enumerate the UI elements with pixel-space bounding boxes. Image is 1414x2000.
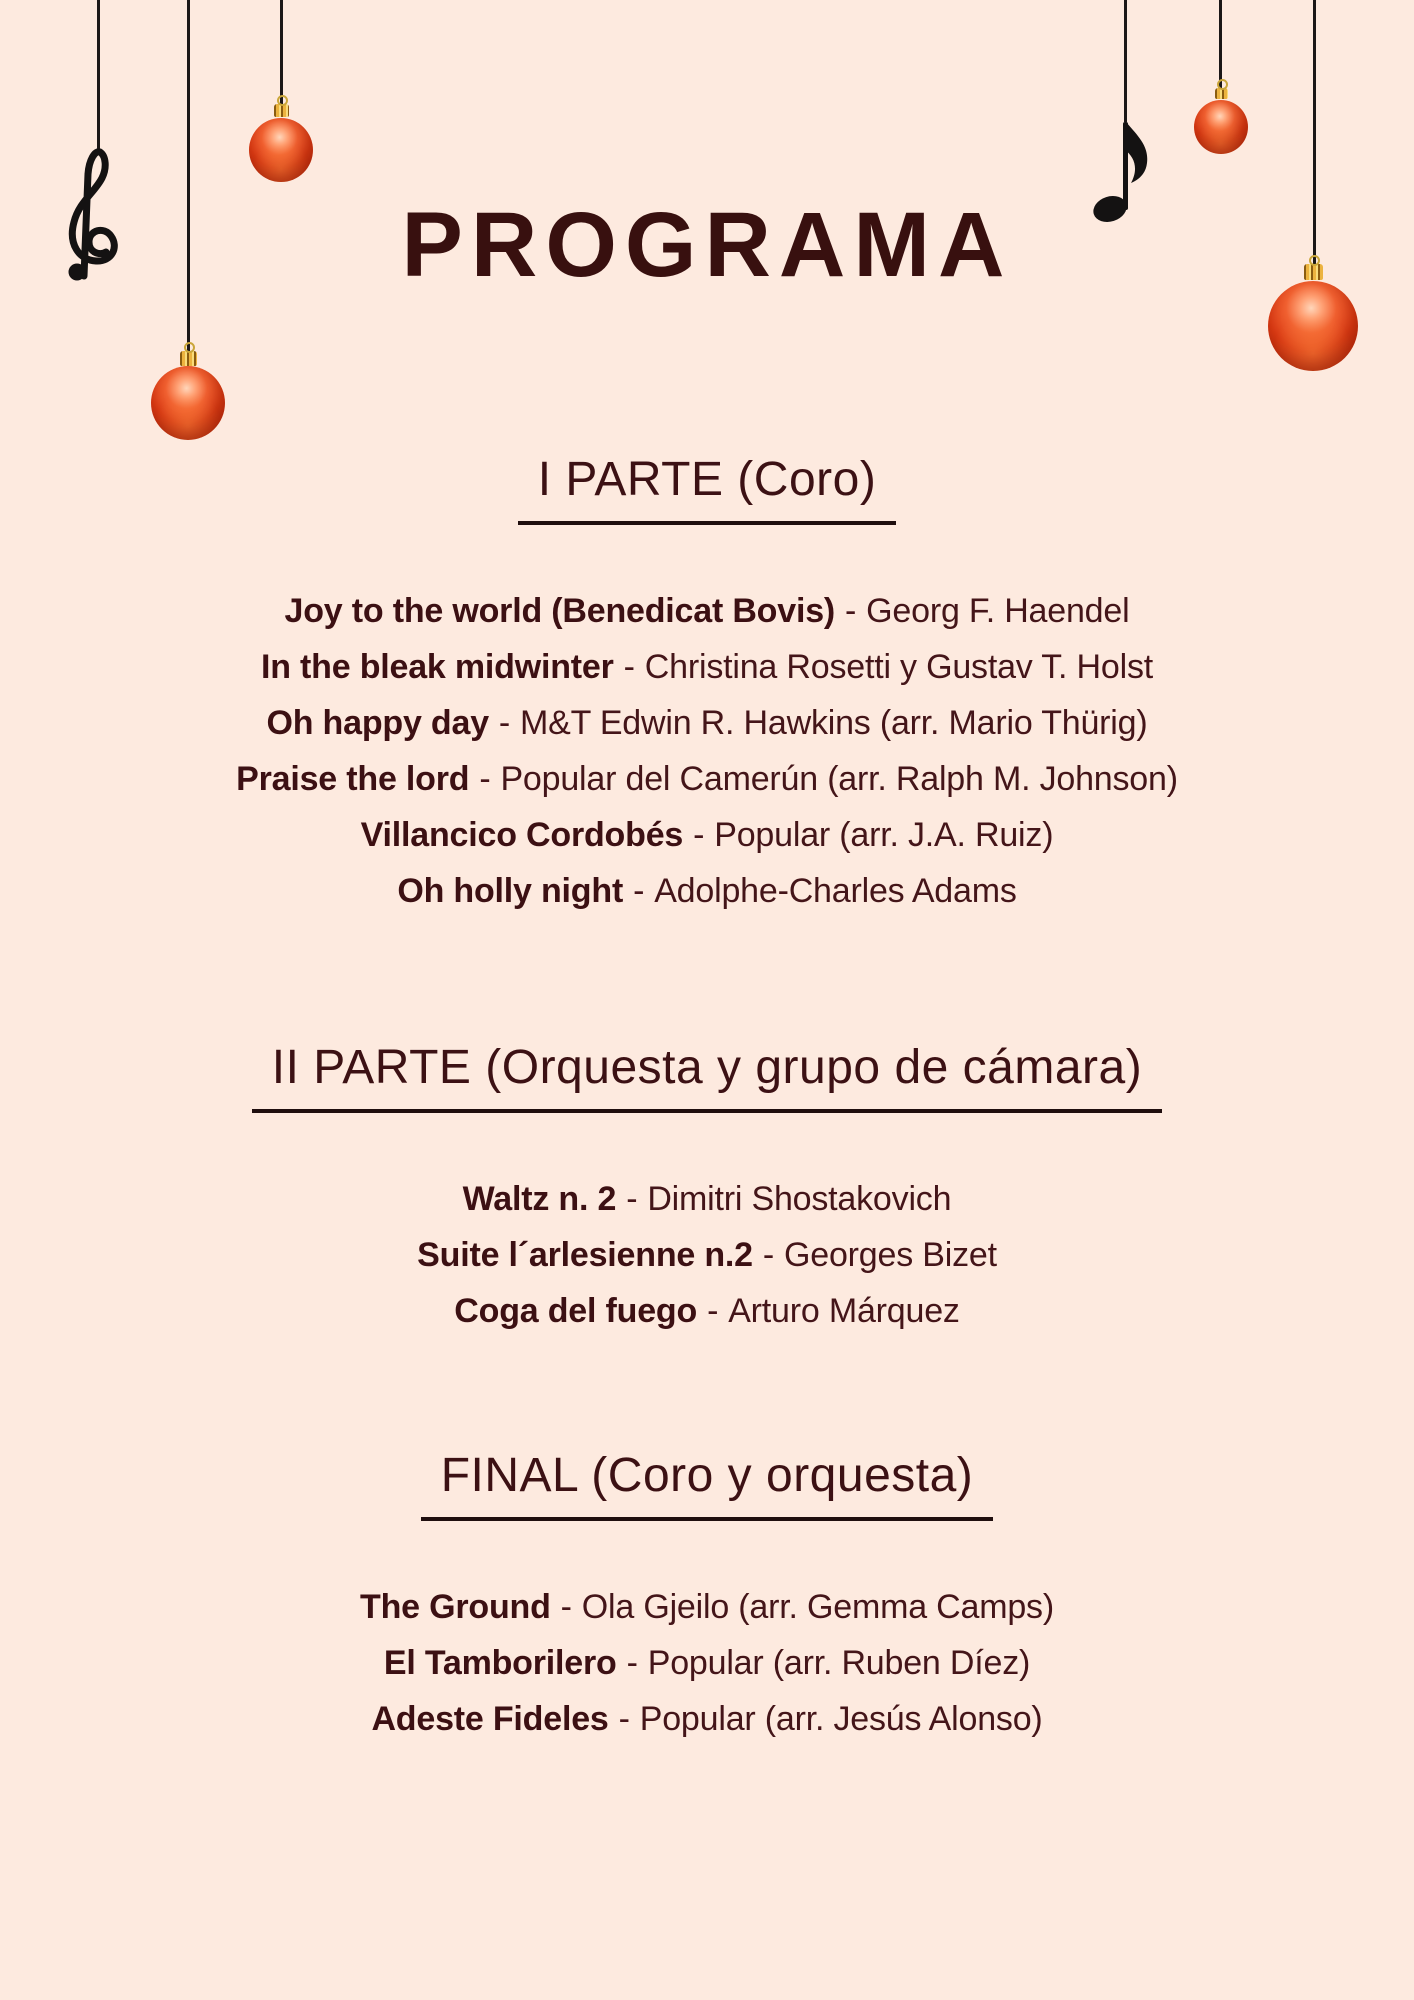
song-item [0, 1283, 1414, 1339]
song-separator: - [707, 1292, 719, 1330]
ornament-string [187, 0, 190, 352]
song-author: Christina Rosetti y Gustav T. Holst [644, 648, 1153, 686]
song-separator: - [560, 1588, 572, 1626]
song-item [0, 1635, 1414, 1691]
song-item [0, 583, 1414, 639]
page-title: PROGRAMA [401, 194, 1013, 296]
song-list [0, 1171, 1414, 1339]
song-title: The Ground [360, 1588, 551, 1626]
song-separator: - [479, 760, 491, 798]
song-item [0, 1227, 1414, 1283]
song-author: Ola Gjeilo (arr. Gemma Camps) [581, 1588, 1054, 1626]
ornament-string [280, 0, 283, 104]
song-item [0, 1691, 1414, 1747]
ornament-string [1124, 0, 1127, 122]
song-author: Adolphe-Charles Adams [654, 872, 1017, 910]
section-heading: FINAL (Coro y orquesta) [0, 1448, 1414, 1521]
song-item [0, 751, 1414, 807]
bauble-cap [274, 104, 289, 117]
song-separator: - [626, 1180, 638, 1218]
song-title: Adeste Fideles [371, 1700, 609, 1738]
song-author: Dimitri Shostakovich [647, 1180, 952, 1218]
bauble-ball [1194, 100, 1248, 154]
song-title: In the bleak midwinter [260, 648, 614, 686]
song-author: Popular (arr. Jesús Alonso) [639, 1700, 1043, 1738]
ornament-string [97, 0, 100, 152]
bauble-cap [180, 351, 197, 366]
song-item [0, 1171, 1414, 1227]
song-author: M&T Edwin R. Hawkins (arr. Mario Thürig) [520, 704, 1148, 742]
song-separator: - [762, 1236, 774, 1274]
christmas-bauble-icon [249, 118, 313, 182]
song-separator: - [633, 872, 645, 910]
song-author: Georg F. Haendel [866, 592, 1130, 630]
song-separator: - [623, 648, 635, 686]
song-title: Waltz n. 2 [462, 1180, 617, 1218]
bauble-cap [1215, 88, 1228, 99]
section-part-1 [0, 452, 1414, 919]
song-item [0, 807, 1414, 863]
song-title: Oh holly night [397, 872, 624, 910]
song-title: Oh happy day [266, 704, 489, 742]
section-heading: I PARTE (Coro) [0, 452, 1414, 525]
song-separator: - [845, 592, 857, 630]
song-separator: - [626, 1644, 638, 1682]
section-heading: II PARTE (Orquesta y grupo de cámara) [0, 1040, 1414, 1113]
song-item [0, 639, 1414, 695]
song-separator: - [693, 816, 705, 854]
song-title: Coga del fuego [454, 1292, 698, 1330]
song-title: Joy to the world (Benedicat Bovis) [284, 592, 836, 630]
song-separator: - [498, 704, 511, 742]
song-list [0, 1579, 1414, 1747]
song-title: El Tamborilero [383, 1644, 617, 1682]
song-author: Georges Bizet [784, 1236, 997, 1274]
song-author: Popular (arr. Ruben Díez) [647, 1644, 1031, 1682]
song-item [0, 863, 1414, 919]
song-list [0, 583, 1414, 919]
song-title: Praise the lord [236, 760, 470, 798]
song-item [0, 695, 1414, 751]
song-author: Popular (arr. J.A. Ruiz) [714, 816, 1054, 854]
song-item [0, 1579, 1414, 1635]
section-part-2 [0, 1040, 1414, 1339]
song-title: Villancico Cordobés [360, 816, 684, 854]
song-author: Popular del Camerún (arr. Ralph M. Johnson) [500, 760, 1178, 798]
song-separator: - [618, 1700, 630, 1738]
ornament-string [1219, 0, 1222, 90]
bauble-ball [249, 118, 313, 182]
section-final [0, 1448, 1414, 1747]
christmas-bauble-icon [1194, 100, 1248, 154]
christmas-bauble-icon [151, 366, 225, 440]
song-author: Arturo Márquez [728, 1292, 960, 1330]
bauble-ball [151, 366, 225, 440]
song-title: Suite l´arlesienne n.2 [417, 1236, 753, 1274]
